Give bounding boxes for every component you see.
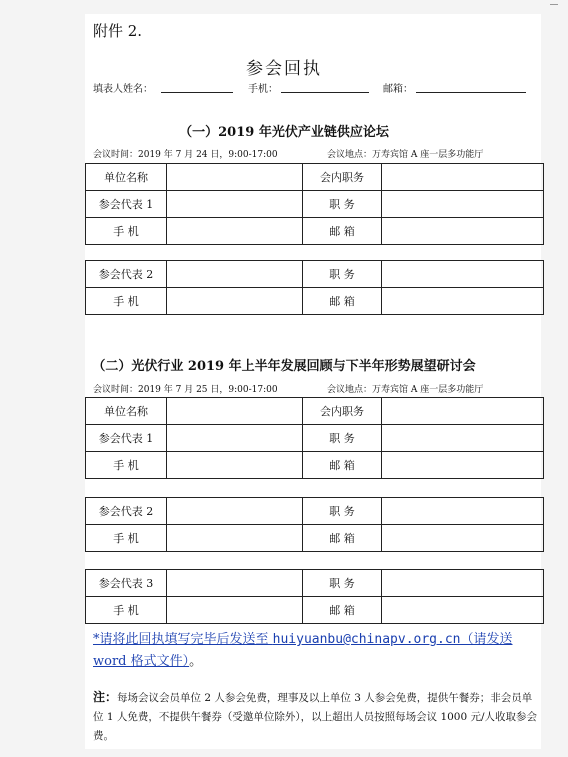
- rep-2-cell[interactable]: [167, 498, 303, 525]
- mobile-label: 手 机: [86, 218, 167, 245]
- filler-info-row: [93, 80, 538, 96]
- table-row: [86, 525, 544, 552]
- note-text: 每场会议会员单位 2 人参会免费，理事及以上单位 3 人参会免费，提供午餐券；非会员单位 1 人免费，不提供午餐券（受邀单位除外），以上超出人员按照每场会议 1000 元/人收取参会费。: [93, 692, 538, 742]
- mailbox-cell[interactable]: [382, 452, 544, 479]
- mailbox-label: 邮 箱: [303, 525, 382, 552]
- mobile-cell[interactable]: [167, 525, 303, 552]
- mailbox-label: 邮 箱: [303, 218, 382, 245]
- filler-name-label: 填表人姓名：: [93, 84, 153, 95]
- mailbox-cell[interactable]: [382, 288, 544, 315]
- unit-name-cell[interactable]: [167, 164, 303, 191]
- table-row: [86, 288, 544, 315]
- table-row: [86, 164, 544, 191]
- job-label: 职 务: [303, 498, 382, 525]
- position-cell[interactable]: [382, 398, 544, 425]
- mobile-cell[interactable]: [167, 452, 303, 479]
- mobile-label: 手 机: [86, 288, 167, 315]
- mobile-label: 手 机: [86, 525, 167, 552]
- submission-notice: [93, 629, 541, 673]
- rep-3-cell[interactable]: [167, 570, 303, 597]
- mobile-cell[interactable]: [167, 597, 303, 624]
- table-row: [86, 597, 544, 624]
- filler-name-field[interactable]: [161, 92, 233, 93]
- mailbox-label: 邮 箱: [303, 288, 382, 315]
- rep-1-label: 参会代表 1: [86, 191, 167, 218]
- attachment-label: 附件 2.: [93, 22, 143, 40]
- job-label: 职 务: [303, 570, 382, 597]
- filler-email-field[interactable]: [416, 92, 526, 93]
- table-row: [86, 570, 544, 597]
- rep-1-cell[interactable]: [167, 425, 303, 452]
- mailbox-cell[interactable]: [382, 525, 544, 552]
- unit-name-label: 单位名称: [86, 398, 167, 425]
- mailbox-label: 邮 箱: [303, 452, 382, 479]
- section-1-table-b: [85, 260, 544, 315]
- job-label: 职 务: [303, 261, 382, 288]
- table-row: [86, 218, 544, 245]
- job-cell[interactable]: [382, 425, 544, 452]
- mobile-label: 手 机: [86, 452, 167, 479]
- table-row: [86, 398, 544, 425]
- filler-email-label: 邮箱：: [383, 84, 413, 95]
- job-label: 职 务: [303, 191, 382, 218]
- unit-name-cell[interactable]: [167, 398, 303, 425]
- section-2-table-a: [85, 397, 544, 479]
- table-row: [86, 261, 544, 288]
- job-cell[interactable]: [382, 570, 544, 597]
- filler-phone-field[interactable]: [281, 92, 369, 93]
- fee-note: [93, 688, 538, 746]
- section-2-title: （二）光伏行业 2019 年上半年发展回顾与下半年形势展望研讨会: [92, 359, 476, 374]
- rep-1-label: 参会代表 1: [86, 425, 167, 452]
- document-title: 参会回执: [246, 59, 322, 79]
- notice-email-link[interactable]: huiyuanbu@chinapv.org.cn: [272, 632, 461, 647]
- corner-mark: [550, 0, 558, 5]
- rep-1-cell[interactable]: [167, 191, 303, 218]
- section-1-table-a: [85, 163, 544, 245]
- mailbox-cell[interactable]: [382, 218, 544, 245]
- position-label: 会内职务: [303, 398, 382, 425]
- section-1-title: （一）2019 年光伏产业链供应论坛: [179, 125, 389, 140]
- job-label: 职 务: [303, 425, 382, 452]
- unit-name-label: 单位名称: [86, 164, 167, 191]
- mobile-cell[interactable]: [167, 218, 303, 245]
- mobile-cell[interactable]: [167, 288, 303, 315]
- position-label: 会内职务: [303, 164, 382, 191]
- filler-phone-label: 手机：: [248, 84, 278, 95]
- mailbox-label: 邮 箱: [303, 597, 382, 624]
- section-1-time: 会议时间：2019 年 7 月 24 日，9:00-17:00: [93, 150, 278, 160]
- table-row: [86, 498, 544, 525]
- rep-2-label: 参会代表 2: [86, 498, 167, 525]
- section-2-time: 会议时间：2019 年 7 月 25 日，9:00-17:00: [93, 385, 278, 395]
- rep-3-label: 参会代表 3: [86, 570, 167, 597]
- notice-suffix: （请发送 word 格式文件）: [93, 632, 513, 669]
- mobile-label: 手 机: [86, 597, 167, 624]
- notice-prefix: *请将此回执填写完毕后发送至: [93, 632, 273, 647]
- section-2-place: 会议地点：万寿宾馆 A 座一层多功能厅: [327, 385, 484, 395]
- table-row: [86, 425, 544, 452]
- table-row: [86, 191, 544, 218]
- job-cell[interactable]: [382, 191, 544, 218]
- rep-2-label: 参会代表 2: [86, 261, 167, 288]
- section-2-table-b: [85, 497, 544, 552]
- table-row: [86, 452, 544, 479]
- note-label: 注：: [93, 690, 118, 704]
- position-cell[interactable]: [382, 164, 544, 191]
- job-cell[interactable]: [382, 498, 544, 525]
- job-cell[interactable]: [382, 261, 544, 288]
- mailbox-cell[interactable]: [382, 597, 544, 624]
- section-1-place: 会议地点：万寿宾馆 A 座一层多功能厅: [327, 150, 484, 160]
- notice-end: 。: [189, 654, 203, 669]
- section-2-table-c: [85, 569, 544, 624]
- rep-2-cell[interactable]: [167, 261, 303, 288]
